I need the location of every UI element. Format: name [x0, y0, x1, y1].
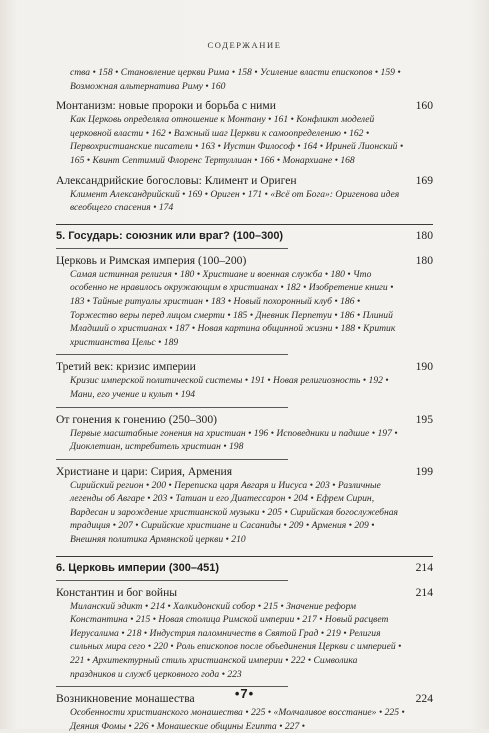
- toc-entry-montanism[interactable]: [56, 98, 433, 113]
- toc-entry-title: Возникновение монашества: [56, 692, 195, 706]
- toc-chapter-5[interactable]: [56, 229, 433, 243]
- section-divider: [56, 407, 288, 408]
- section-divider: [56, 580, 288, 581]
- chapter-page: 214: [415, 560, 433, 574]
- chapter-title: 6. Церковь империи (300–451): [56, 561, 220, 574]
- toc-entry-title: Константин и бог войны: [56, 585, 178, 599]
- page-number: •7•: [234, 686, 255, 701]
- toc-entry-subtopics: Первые масштабные гонения на христиан • 196 • Исповедники и падшие • 197 • Диоклетиан, истребитель христиан • 198: [70, 427, 398, 453]
- toc-entry-page: 169: [415, 173, 433, 187]
- toc-entry-church-rome[interactable]: [56, 253, 433, 268]
- toc-entry-subtopics: Кризис имперской политической системы • 191 • Новая религиозность • 192 • Мани, его учение и культ • 194: [70, 375, 389, 400]
- running-head: СОДЕРЖАНИЕ: [207, 40, 282, 50]
- toc-entry-syria-armenia[interactable]: [56, 464, 433, 479]
- toc-entry-title: Александрийские богословы: Климент и Ориген: [56, 173, 297, 187]
- toc-entry-title: Христиане и цари: Сирия, Армения: [56, 464, 233, 478]
- chapter-page: 180: [415, 228, 433, 242]
- toc-sub-continuation: ства • 158 • Становление церкви Рима • 158 • Усиление власти епископов • 159 • Возможная альтернатива Риму • 160: [70, 67, 401, 92]
- toc-entry-alexandrians[interactable]: [56, 173, 433, 188]
- toc-entry-subtopics: Самая истинная религия • 180 • Христиане и военная служба • 180 • Что особенно не нравилось окружающим в христианах • 182 • Изобретение книги • 183 • Тайные ритуалы христиан • 183 • Новый похоронный клуб • 186 • Торжество веры перед лицом смерти • 185 • Дневник Перпетуи • 186 • Плиний Младший о христианах • 187 • Новая картина общинной жизни • 188 • Критик христианства Цельс • 189: [70, 268, 396, 348]
- toc-entry-page: 190: [415, 360, 433, 374]
- section-divider: [56, 459, 288, 460]
- toc-entry-persecutions[interactable]: [56, 412, 433, 427]
- table-of-contents: [56, 66, 433, 733]
- toc-entry-subtopics: Климент Александрийский • 169 • Ориген • 171 • «Всё от Бога»: Оригенова идея всеобщего спасения • 174: [70, 188, 400, 214]
- toc-entry-constantine[interactable]: [56, 585, 433, 600]
- toc-entry-page: 195: [415, 412, 433, 426]
- section-divider: [56, 354, 288, 355]
- toc-entry-third-century[interactable]: [56, 359, 433, 374]
- chapter-divider: [56, 224, 433, 225]
- toc-entry-title: Третий век: кризис империи: [56, 360, 196, 374]
- toc-entry-page: 160: [415, 99, 433, 113]
- toc-entry-subtopics: Сирийский регион • 200 • Переписка царя Авгаря и Иисуса • 203 • Различные легенды об Авгаре • 203 • Татиан и его Диатессарон • 204 • Ефрем Сирин, Вардесан и зарождение христианской музыки • 205 • Сирийская богослужебная традиция • 207 • Сирийские христиане и Сасаниды • 209 • Армения • 209 • Внешняя политика Армянской церкви • 210: [70, 479, 398, 546]
- toc-chapter-6[interactable]: [56, 561, 433, 575]
- toc-entry-title: Церковь и Римская империя (100–200): [56, 253, 247, 267]
- chapter-title: 5. Государь: союзник или враг? (100–300): [56, 229, 284, 242]
- section-divider: [56, 248, 288, 249]
- toc-entry-subtopics: Миланский эдикт • 214 • Халкидонский собор • 215 • Значение реформ Константина • 215 • Новая столица Римской империи • 217 • Новый расцвет Иерусалима • 218 • Индустрия паломничеств в Святой Град • 219 • Религия сильных мира сего • 220 • Роль епископов после объединения Церкви с империей • 221 • Архитектурный стиль христианской империи • 222 • Символика праздников и служб церковного года • 223: [70, 600, 402, 680]
- chapter-divider: [56, 556, 433, 557]
- toc-entry-page: 199: [415, 464, 433, 478]
- toc-entry-page: 180: [415, 253, 433, 267]
- toc-entry-subtopics: Как Церковь определяла отношение к Монтану • 161 • Конфликт моделей церковной власти • 162 • Важный шаг Церкви к самоопределению • 162 • Первохристианские писатели • 163 • Иустин Философ • 164 • Ириней Лионский • 165 • Квинт Септимий Флоренс Тертуллиан • 166 • Монархиане • 168: [70, 114, 404, 166]
- toc-entry-title: От гонения к гонению (250–300): [56, 412, 218, 426]
- toc-entry-title: Монтанизм: новые пророки и борьба с ними: [56, 99, 276, 113]
- toc-entry-page: 224: [415, 692, 433, 706]
- toc-entry-subtopics: Особенности христианского монашества • 225 • «Молчаливое восстание» • 225 • Деяния Фомы • 226 • Монашеские общины Египта • 227 •: [70, 707, 405, 732]
- toc-entry-page: 214: [415, 585, 433, 599]
